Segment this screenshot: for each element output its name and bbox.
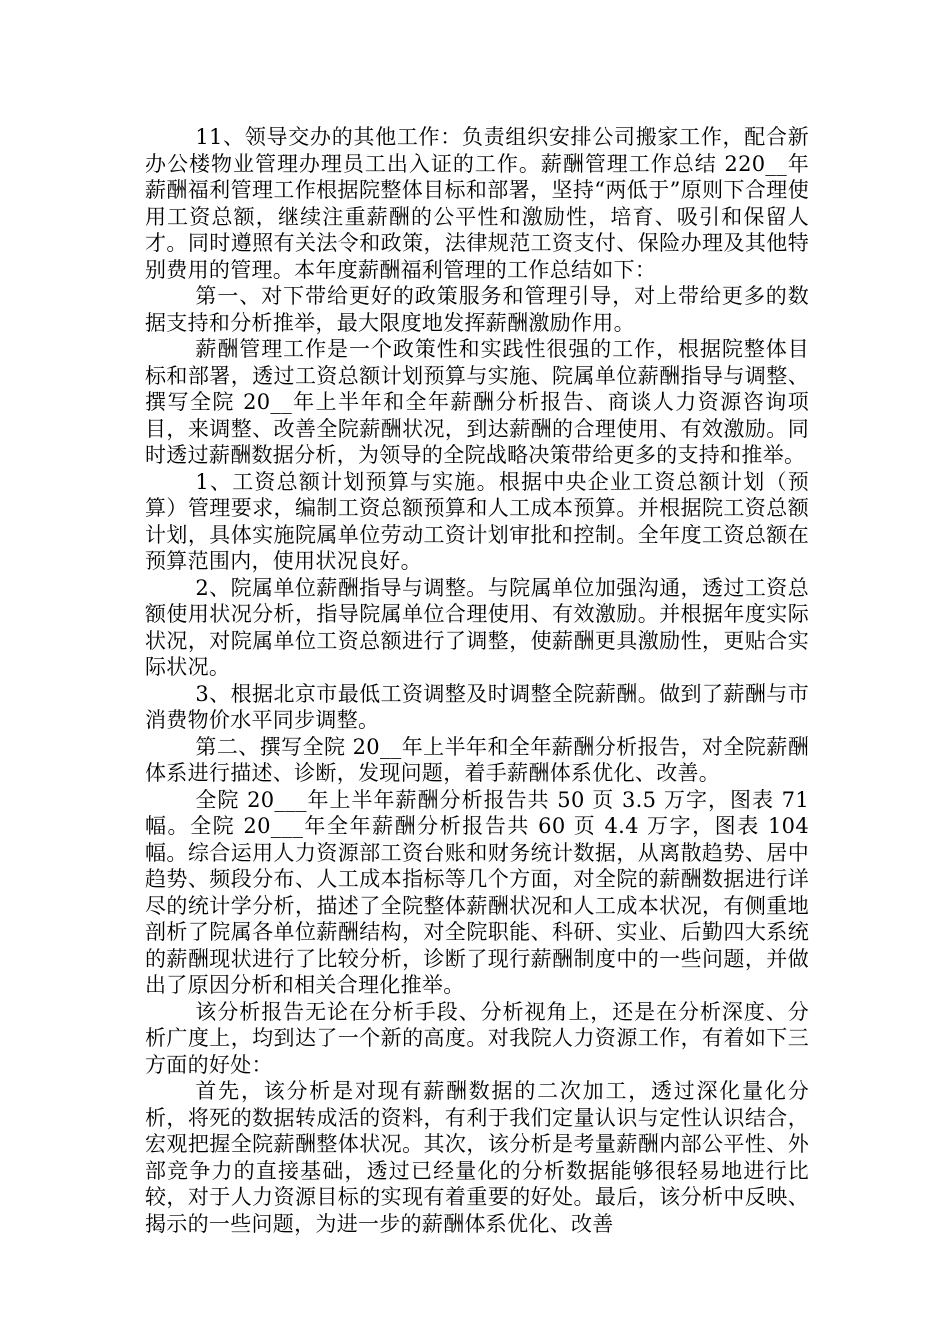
paragraph: 1、工资总额计划预算与实施。根据中央企业工资总额计划（预算）管理要求，编制工资总额预算和人工成本预算。并根据院工资总额计划，具体实施院属单位劳动工资计划审批和控制。全年度工资总额在预算范围内，使用状况良好。 xyxy=(145,469,809,573)
paragraph: 第二、撰写全院 20__年上半年和全年薪酬分析报告，对全院薪酬体系进行描述、诊断，发现问题，着手薪酬体系优化、改善。 xyxy=(145,734,809,785)
paragraph: 3、根据北京市最低工资调整及时调整全院薪酬。做到了薪酬与市消费物价水平同步调整。 xyxy=(145,681,809,732)
paragraph: 11、领导交办的其他工作：负责组织安排公司搬家工作，配合新办公楼物业管理办理员工出入证的工作。薪酬管理工作总结 220__年薪酬福利管理工作根据院整体目标和部署，坚持“两低于”原则下合理使用工资总额，继续注重薪酬的公平性和激励性，培育、吸引和保留人才。同时遵照有关法令和政策，法律规范工资支付、保险办理及其他特别费用的管理。本年度薪酬福利管理的工作总结如下： xyxy=(145,125,809,282)
paragraph: 首先，该分析是对现有薪酬数据的二次加工，透过深化量化分析，将死的数据转成活的资料，有利于我们定量认识与定性认识结合，宏观把握全院薪酬整体状况。其次，该分析是考量薪酬内部公平性、外部竞争力的直接基础，透过已经量化的分析数据能够很轻易地进行比较，对于人力资源目标的实现有着重要的好处。最后，该分析中反映、揭示的一些问题，为进一步的薪酬体系优化、改善 xyxy=(145,1079,809,1236)
paragraph: 该分析报告无论在分析手段、分析视角上，还是在分析深度、分析广度上，均到达了一个新的高度。对我院人力资源工作，有着如下三方面的好处： xyxy=(145,999,809,1077)
paragraph: 全院 20___年上半年薪酬分析报告共 50 页 3.5 万字，图表 71 幅。全院 20___年全年薪酬分析报告共 60 页 4.4 万字，图表 104 幅。综合运用人力资源部工资台账和财务统计数据，从离散趋势、居中趋势、频段分布、人工成本指标等几个方面，对全院的薪酬数据进行详尽的统计学分析，描述了全院整体薪酬状况和人工成本状况，有侧重地剖析了院属各单位薪酬结构，对全院职能、科研、实业、后勤四大系统的薪酬现状进行了比较分析，诊断了现行薪酬制度中的一些问题，并做出了原因分析和相关合理化推举。 xyxy=(145,787,809,997)
document-body xyxy=(145,124,809,1237)
paragraph: 薪酬管理工作是一个政策性和实践性很强的工作，根据院整体目标和部署，透过工资总额计划预算与实施、院属单位薪酬指导与调整、撰写全院 20__年上半年和全年薪酬分析报告、商谈人力资源咨询项目，来调整、改善全院薪酬状况，到达薪酬的合理使用、有效激励。同时透过薪酬数据分析，为领导的全院战略决策带给更多的支持和推举。 xyxy=(145,337,809,467)
paragraph: 第一、对下带给更好的政策服务和管理引导，对上带给更多的数据支持和分析推举，最大限度地发挥薪酬激励作用。 xyxy=(145,284,809,335)
paragraph: 2、院属单位薪酬指导与调整。与院属单位加强沟通，透过工资总额使用状况分析，指导院属单位合理使用、有效激励。并根据年度实际状况，对院属单位工资总额进行了调整，使薪酬更具激励性，更贴合实际状况。 xyxy=(145,575,809,679)
